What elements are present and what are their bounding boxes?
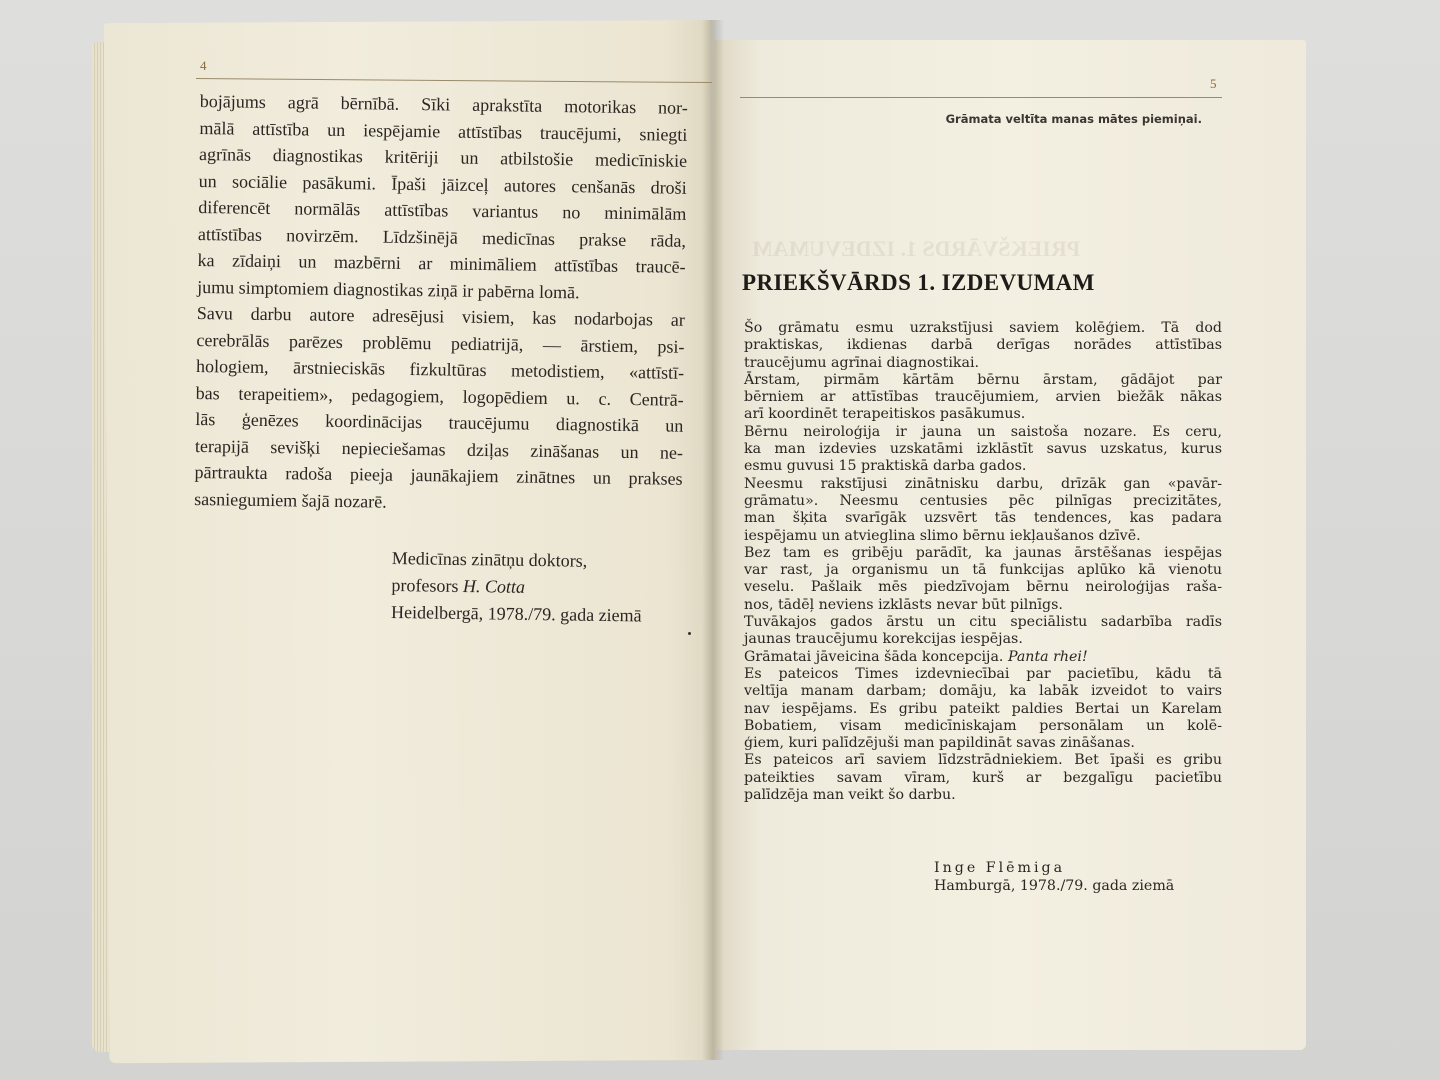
show-through-text: PRIEKŠVĀRDS 1. IZDEVUMAM xyxy=(752,236,1081,261)
text-line: var rast, ja organismu un tā funkcijas aplūko kā vienotu xyxy=(744,562,1222,579)
text-line: Es pateicos arī saviem līdzstrādniekiem. Bet īpaši es gribu xyxy=(744,752,1222,769)
italic-phrase: Panta rhei! xyxy=(1007,648,1088,665)
signature-place-date: Heidelbergā, 1978./79. gada ziemā xyxy=(390,601,642,626)
right-body-text xyxy=(744,320,1222,804)
book-gutter xyxy=(702,20,724,1060)
text-line: jaunas traucējumu korekcijas iespējas. xyxy=(744,631,1023,648)
text-line: Bez tam es gribēju parādīt, ka jaunas ārstēšanas iespējas xyxy=(744,544,1222,561)
text-line: Bobatiem, visam medicīniskajam personālam un kolē- xyxy=(744,717,1222,734)
text-line: Bērnu neiroloģija ir jauna un saistoša nozare. Es ceru, xyxy=(744,423,1222,440)
text-line: bojājums agrā bērnībā. Sīki aprakstīta motorikas nor- xyxy=(199,90,688,118)
text-line: Tuvākajos gados ārstu un citu speciālistu sadarbība radīs xyxy=(744,614,1222,631)
text-line: Ārstam, pirmām kārtām bērnu ārstam, gādājot par xyxy=(744,371,1222,388)
text-line: Neesmu rakstījusi zinātnisku darbu, drīzāk gan «pavār- xyxy=(744,475,1222,492)
text-line: bērniem ar attīstības traucējumiem, arvien biežāk nākas xyxy=(744,389,1222,406)
left-body-text xyxy=(194,88,688,519)
dedication: Grāmata veltīta manas mātes piemiņai. xyxy=(945,112,1202,126)
text-line: esmu guvusi 15 praktiskā darba gados. xyxy=(744,458,1027,475)
text-line: pārtraukta radoša pieeja jaunākajiem zinātnes un prakses xyxy=(194,461,683,489)
ink-speck xyxy=(688,632,691,635)
text-line: nos, tādēļ neviens izklāsts nevar būt pilnīgs. xyxy=(744,596,1063,613)
text-line: agrīnās diagnostikas kritēriji un atbilstošie medicīniskie xyxy=(198,143,688,171)
text-line: veltīja manam darbam; domāju, ka labāk izveidot to vairs xyxy=(744,683,1222,700)
text-line: jumu simptomiem diagnostikas ziņā ir pabērna lomā. xyxy=(197,276,580,302)
signature-title: Medicīnas zinātņu doktors, xyxy=(391,547,588,571)
signature-name-line xyxy=(391,572,642,602)
text-line: mālā attīstība un iespējamie attīstības traucējumi, sniegti xyxy=(199,117,688,145)
text-line: ka man izdevies uzskatāmi izklāstīt savus uzskatus, kurus xyxy=(744,441,1222,458)
text-line: cerebrālās parēzes problēmu pediatrijā, — ārstiem, psi- xyxy=(196,329,685,357)
text-line: diferencēt normālās attīstības variantus no minimālām xyxy=(198,196,687,224)
text-line: iespējamu un atvieglina slimo bērnu iekļaušanos dzīvē. xyxy=(744,527,1141,544)
text-line: attīstības novirzēm. Līdzšinējā medicīnas prakse rāda, xyxy=(197,223,687,251)
text-line: lās ģenēzes koordinācijas traucējumu diagnostikā un xyxy=(195,408,684,436)
right-signature xyxy=(934,860,1174,895)
text-line: bas terapeitiem», pedagogiem, logopēdiem u. c. Centrā- xyxy=(195,382,684,410)
text-line: sasniegumiem šajā nozarē. xyxy=(194,488,387,512)
text-line: arī koordinēt terapeitiskos pasākumus. xyxy=(744,406,1026,423)
text-line: traucējumu agrīnai diagnostikai. xyxy=(744,354,980,371)
right-header-rule xyxy=(740,97,1222,98)
text-line: ka zīdaiņi un mazbērni ar minimāliem attīstības traucē- xyxy=(197,249,686,277)
text-line: praktiskas, ikdienas darbā derīgas norādes attīstības xyxy=(744,337,1222,354)
text-line: Es pateicos Times izdevniecībai par pacietību, kādu tā xyxy=(744,665,1222,682)
text-line: ģiem, kuri palīdzējuši man papildināt savas zināšanas. xyxy=(744,735,1135,752)
author-name: Inge Flēmiga xyxy=(934,860,1066,876)
text-line: terapijā sevišķi nepieciešamas dziļas zināšanas un ne- xyxy=(194,435,684,463)
signature-prefix: profesors xyxy=(391,574,464,596)
text-line: veselu. Pašlaik mēs piedzīvojam bērnu neiroloģijas raša- xyxy=(744,579,1222,596)
right-page-number: 5 xyxy=(1210,76,1217,91)
text-line: hologiem, ārstnieciskās fizkultūras metodistiem, «attīstī- xyxy=(195,355,685,383)
text-line: pateikties savam vīram, kurš ar bezgalīgu pacietību xyxy=(744,769,1222,786)
signature-name: H. Cotta xyxy=(462,575,526,597)
author-place-date: Hamburgā, 1978./79. gada ziemā xyxy=(934,877,1175,894)
text-line: man šķita svarīgāk uzsvērt tās tendences, kas padara xyxy=(744,510,1222,527)
text-line: Grāmatai jāveicina šāda koncepcija. Panta rhei! xyxy=(744,648,1088,665)
page-title: PRIEKŠVĀRDS 1. IZDEVUMAM xyxy=(742,270,1095,295)
text-line: Savu darbu autore adresējusi visiem, kas nodarbojas ar xyxy=(196,302,685,330)
left-page-number: 4 xyxy=(200,58,207,73)
text-line: grāmatu». Neesmu centusies pēc pilnīgas precizitātes, xyxy=(744,492,1222,509)
text-line: Šo grāmatu esmu uzrakstījusi saviem kolēģiem. Tā dod xyxy=(744,320,1222,336)
text-line: un sociālie pasākumi. Īpaši jāizceļ autores cenšanās droši xyxy=(198,170,687,198)
left-signature xyxy=(391,545,643,629)
text-line: nav iespējams. Es gribu pateikt paldies Bertai un Karelam xyxy=(744,700,1222,717)
text-line: palīdzēja man veikt šo darbu. xyxy=(744,787,956,804)
